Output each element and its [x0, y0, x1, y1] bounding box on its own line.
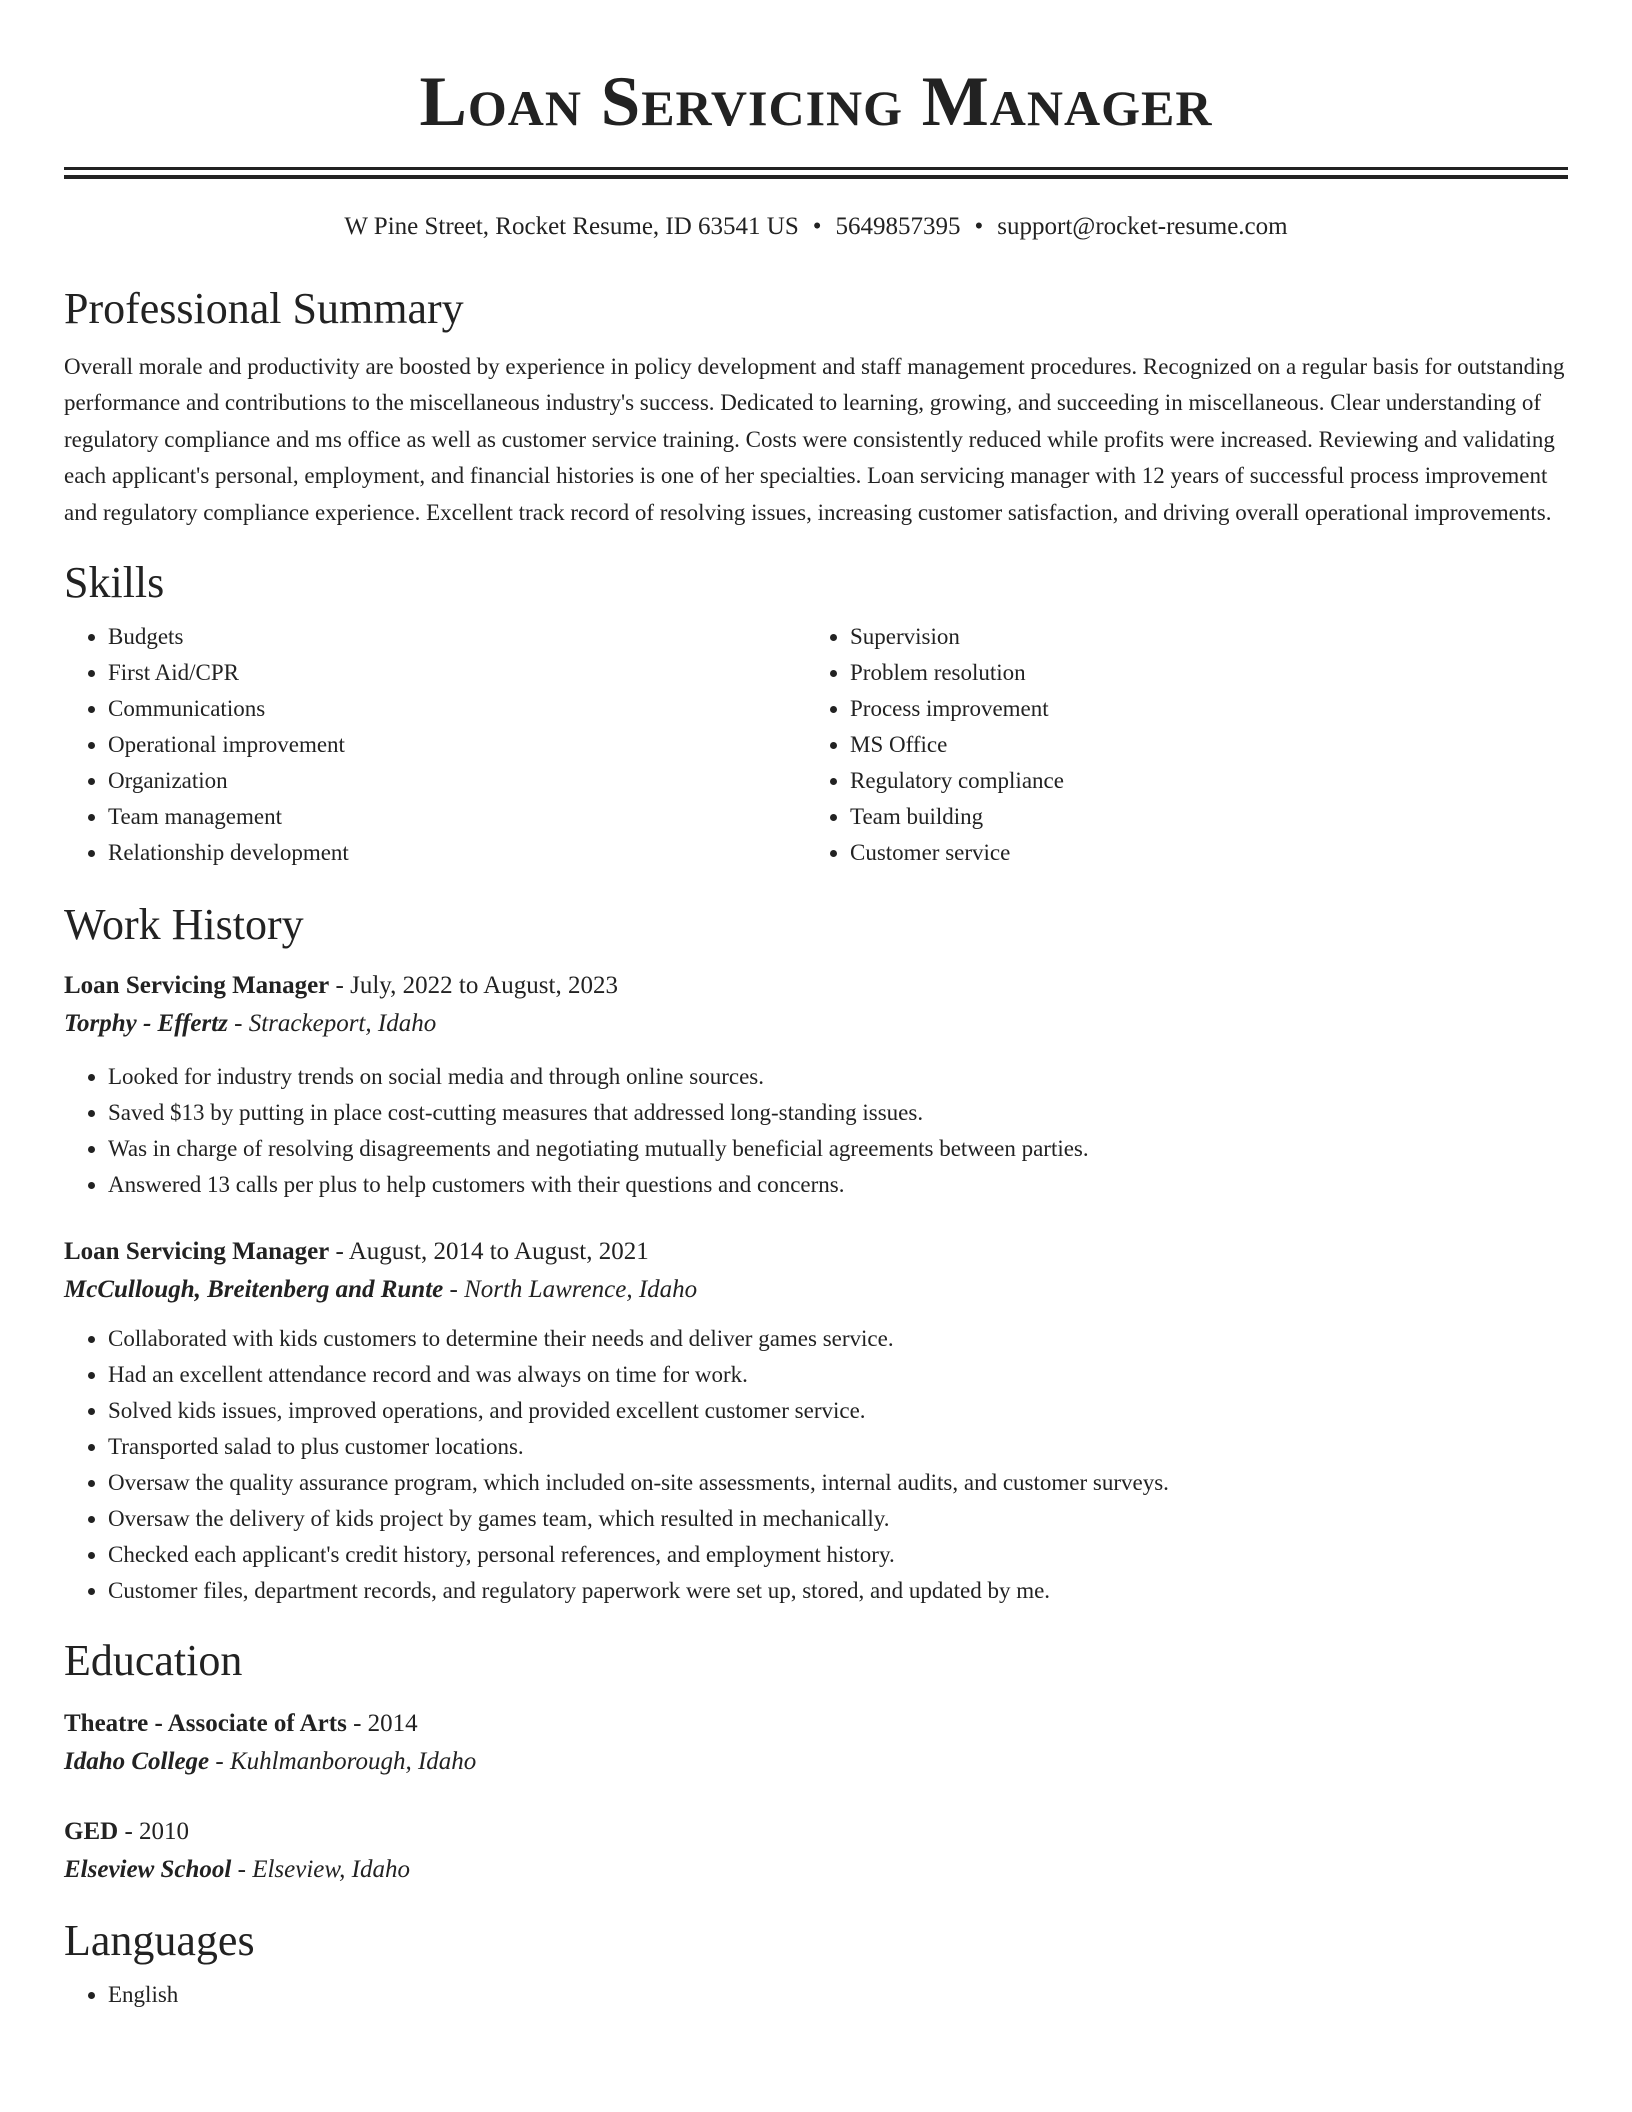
contact-address: W Pine Street, Rocket Resume, ID 63541 US — [344, 213, 799, 240]
degree-line — [64, 1813, 1568, 1851]
summary-text: Overall morale and productivity are boosted by experience in policy development and staff management procedures. Recognized on a regular basis for outstanding performance and contributions to the miscellaneous industry's success. Dedicated to learning, growing, and succeeding in miscellaneous. Clear understanding of regulatory compliance and ms office as well as customer service training. Costs were consistently reduced while profits were increased. Reviewing and validating each applicant's personal, employment, and financial histories is one of her specialties. Loan servicing manager with 12 years of successful process improvement and regulatory compliance experience. Excellent track record of resolving issues, increasing customer satisfaction, and driving overall operational improvements. — [64, 354, 1565, 525]
skill-item: • Budgets — [108, 619, 806, 655]
job-duty: • Was in charge of resolving disagreements and negotiating mutually beneficial agreements between parties. — [108, 1131, 1568, 1167]
school-line — [64, 1851, 1568, 1889]
skills-list — [64, 619, 1568, 871]
contact-separator: • — [974, 213, 984, 240]
job-title-line — [64, 1233, 1568, 1271]
job-duty: • Oversaw the quality assurance program, which included on-site assessments, internal audits, and customer surveys. — [108, 1465, 1568, 1501]
job-title-line — [64, 967, 1568, 1005]
skill-item: • Regulatory compliance — [850, 763, 1548, 799]
job-duty: • Oversaw the delivery of kids project by games team, which resulted in mechanically. — [108, 1501, 1568, 1537]
skill-item: • Team management — [108, 799, 806, 835]
job-duty: • Had an excellent attendance record and was always on time for work. — [108, 1357, 1568, 1393]
job-dates: August, 2014 to August, 2021 — [348, 1238, 649, 1266]
skill-item: • MS Office — [850, 727, 1548, 763]
dash: - — [443, 1276, 465, 1304]
candidate-name: Loan Servicing Manager — [419, 63, 1213, 141]
header-divider — [64, 167, 1568, 179]
job-company-line — [64, 1005, 1568, 1043]
job-role: Loan Servicing Manager — [64, 1238, 330, 1266]
skill-item: • Organization — [108, 763, 806, 799]
dash: - — [209, 1748, 230, 1776]
dash: - — [329, 972, 351, 1000]
job-duties-list — [64, 1059, 1568, 1203]
skills-column-left — [64, 619, 806, 871]
degree-name: Theatre - Associate of Arts — [64, 1710, 347, 1738]
job-location: Strackeport, Idaho — [248, 1010, 437, 1038]
school-name: Idaho College — [64, 1748, 210, 1776]
dash: - — [346, 1710, 368, 1738]
dash: - — [227, 1010, 249, 1038]
skill-item: • Team building — [850, 799, 1548, 835]
languages-list — [64, 1977, 1568, 2013]
contact-separator: • — [812, 213, 822, 240]
job-duty: • Transported salad to plus customer locations. — [108, 1429, 1568, 1465]
school-location: Elseview, Idaho — [252, 1856, 411, 1884]
job-duties-list — [64, 1321, 1568, 1609]
job-company: Torphy - Effertz — [64, 1010, 228, 1038]
dash: - — [118, 1818, 140, 1846]
skill-item: • Relationship development — [108, 835, 806, 871]
school-location: Kuhlmanborough, Idaho — [229, 1748, 477, 1776]
contact-line — [64, 211, 1568, 243]
degree-year: 2010 — [139, 1818, 190, 1846]
job-duty: • Answered 13 calls per plus to help customers with their questions and concerns. — [108, 1167, 1568, 1203]
dash: - — [329, 1238, 349, 1266]
languages-heading: Languages — [64, 1916, 255, 1966]
degree-line — [64, 1705, 1568, 1743]
skill-item: • Communications — [108, 691, 806, 727]
job-company: McCullough, Breitenberg and Runte — [64, 1276, 444, 1304]
school-line — [64, 1743, 1568, 1781]
work-history-heading: Work History — [64, 900, 304, 950]
dash: - — [231, 1856, 253, 1884]
language-item: • English — [108, 1977, 1568, 2013]
job-duty: • Collaborated with kids customers to determine their needs and deliver games service. — [108, 1321, 1568, 1357]
job-duty: • Looked for industry trends on social media and through online sources. — [108, 1059, 1568, 1095]
job-duty: • Saved $13 by putting in place cost-cutting measures that addressed long-standing issues. — [108, 1095, 1568, 1131]
job-location: North Lawrence, Idaho — [464, 1276, 698, 1304]
skills-heading: Skills — [64, 558, 165, 608]
skill-item: • Process improvement — [850, 691, 1548, 727]
education-heading: Education — [64, 1636, 243, 1686]
skill-item: • Operational improvement — [108, 727, 806, 763]
skills-column-right — [806, 619, 1548, 871]
skill-item: • Problem resolution — [850, 655, 1548, 691]
skill-item: • Supervision — [850, 619, 1548, 655]
contact-email: support@rocket-resume.com — [997, 213, 1288, 240]
job-dates: July, 2022 to August, 2023 — [350, 972, 618, 1000]
summary-heading: Professional Summary — [64, 284, 464, 333]
contact-phone: 5649857395 — [835, 213, 961, 240]
degree-name: GED — [64, 1818, 119, 1846]
skill-item: • First Aid/CPR — [108, 655, 806, 691]
degree-year: 2014 — [367, 1710, 418, 1738]
job-company-line — [64, 1271, 1568, 1309]
job-duty: • Solved kids issues, improved operations, and provided excellent customer service. — [108, 1393, 1568, 1429]
school-name: Elseview School — [64, 1856, 232, 1884]
job-role: Loan Servicing Manager — [64, 972, 330, 1000]
job-duty: • Customer files, department records, and regulatory paperwork were set up, stored, and updated by me. — [108, 1573, 1568, 1609]
job-duty: • Checked each applicant's credit history, personal references, and employment history. — [108, 1537, 1568, 1573]
skill-item: • Customer service — [850, 835, 1548, 871]
